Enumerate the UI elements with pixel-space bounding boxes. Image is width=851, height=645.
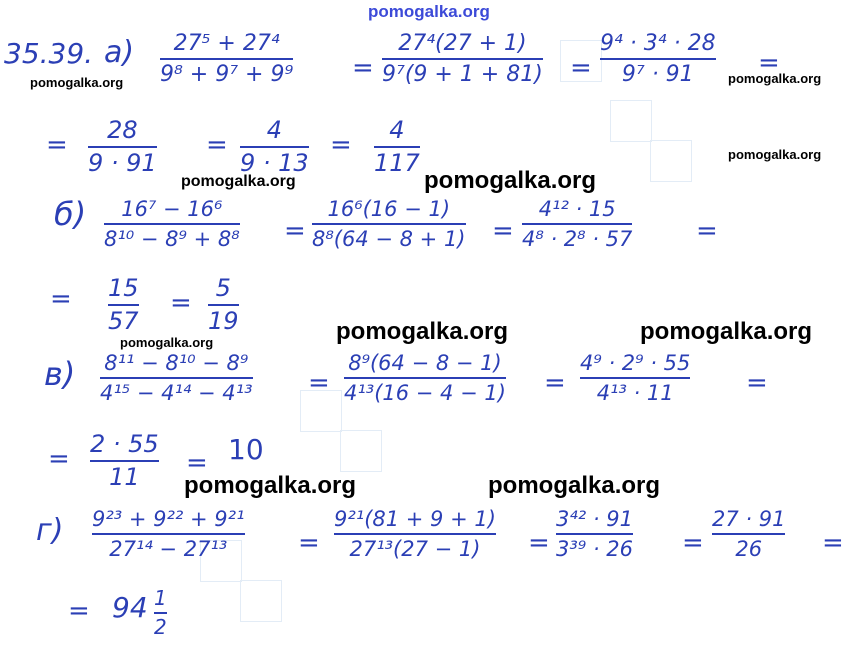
fraction-bar [312, 223, 466, 225]
part-a-fraction-6 [374, 118, 420, 176]
numerator: 1 [154, 586, 167, 610]
denominator: 8⁸(64 − 8 + 1) [312, 227, 466, 252]
part-g-label: г) [36, 513, 64, 548]
watermark: pomogalka.org [30, 75, 124, 90]
fraction-bar [92, 533, 245, 535]
denominator: 11 [109, 463, 140, 492]
numerator: 3⁴² · 91 [556, 507, 633, 531]
denominator: 57 [108, 307, 139, 336]
denominator: 9 · 91 [88, 149, 157, 178]
grid-cell [610, 100, 652, 142]
numerator: 16⁶(16 − 1) [327, 197, 451, 221]
part-v-label: в) [44, 355, 76, 393]
numerator: 8¹¹ − 8¹⁰ − 8⁹ [104, 351, 249, 375]
fraction-bar [580, 377, 690, 379]
fraction-bar [712, 533, 785, 535]
part-a-fraction-2 [382, 32, 543, 86]
equals-sign: = [528, 528, 550, 558]
equals-sign: = [822, 528, 844, 558]
grid-cell [650, 140, 692, 182]
part-b-fraction-2 [312, 198, 466, 250]
equals-sign: = [492, 216, 514, 246]
watermark: pomogalka.org [640, 318, 813, 345]
equals-sign: = [330, 130, 352, 160]
part-b-fraction-1 [104, 198, 240, 250]
equals-sign: = [544, 368, 566, 398]
watermark: pomogalka.org [336, 318, 509, 345]
part-a-fraction-3 [600, 32, 716, 86]
fraction-bar [240, 146, 309, 148]
watermark: pomogalka.org [728, 71, 822, 86]
part-a-fraction-1 [160, 32, 293, 86]
part-a-fraction-4 [88, 118, 157, 176]
watermark: pomogalka.org [488, 472, 661, 499]
equals-sign: = [298, 528, 320, 558]
part-b-fraction-4 [108, 276, 139, 334]
part-v-fraction-3 [580, 352, 690, 404]
part-b-fraction-5 [208, 276, 239, 334]
part-v-result: 10 [228, 433, 264, 466]
denominator: 9⁷ · 91 [621, 62, 694, 88]
grid-cell [240, 580, 282, 622]
fraction-bar [344, 377, 506, 379]
part-b-fraction-3 [522, 198, 632, 250]
denominator: 27¹⁴ − 27¹³ [109, 537, 228, 562]
denominator: 19 [208, 307, 239, 336]
denominator: 26 [735, 537, 763, 562]
denominator: 3³⁹ · 26 [556, 537, 633, 562]
denominator: 4¹⁵ − 4¹⁴ − 4¹³ [100, 381, 253, 406]
fraction-bar [160, 58, 293, 60]
denominator: 8¹⁰ − 8⁹ + 8⁸ [104, 227, 240, 252]
part-g-fraction-2 [334, 508, 496, 560]
numerator: 16⁷ − 16⁶ [121, 197, 223, 221]
fraction-bar [522, 223, 632, 225]
equals-sign: = [284, 216, 306, 246]
fraction-bar [334, 533, 496, 535]
numerator: 4 [389, 116, 405, 144]
fraction-bar [100, 377, 253, 379]
part-g-result-whole: 94 [112, 591, 148, 624]
numerator: 4¹² · 15 [538, 197, 616, 221]
equals-sign: = [308, 368, 330, 398]
fraction-bar [208, 304, 239, 306]
numerator: 27⁵ + 27⁴ [173, 31, 280, 56]
watermark: pomogalka.org [184, 472, 357, 499]
part-v-fraction-4 [90, 432, 159, 490]
fraction-bar [108, 304, 139, 306]
denominator: 9 · 13 [240, 149, 309, 178]
numerator: 9⁴ · 3⁴ · 28 [600, 31, 716, 56]
numerator: 28 [107, 116, 138, 144]
equals-sign: = [46, 130, 68, 160]
watermark: pomogalka.org [181, 173, 296, 190]
equals-sign: = [186, 448, 208, 478]
denominator: 117 [374, 149, 420, 178]
fraction-bar [556, 533, 633, 535]
watermark: pomogalka.org [728, 147, 822, 162]
header-watermark: pomogalka.org [368, 2, 490, 21]
numerator: 27⁴(27 + 1) [398, 31, 527, 56]
numerator: 2 · 55 [90, 430, 159, 458]
equals-sign: = [50, 284, 72, 314]
denominator: 4¹³ · 11 [596, 381, 674, 406]
part-a-label: а) [104, 35, 135, 70]
numerator: 4 [266, 116, 282, 144]
fraction-bar [88, 146, 157, 148]
numerator: 15 [108, 274, 139, 302]
fraction-bar [104, 223, 240, 225]
denominator: 9⁷(9 + 1 + 81) [382, 62, 543, 88]
numerator: 27 · 91 [712, 507, 786, 531]
equals-sign: = [170, 288, 192, 318]
denominator: 2 [154, 615, 167, 639]
equals-sign: = [746, 368, 768, 398]
fraction-bar [600, 58, 716, 60]
part-g-fraction-4 [712, 508, 785, 560]
watermark: pomogalka.org [424, 167, 597, 194]
part-g-fraction-1 [92, 508, 245, 560]
fraction-bar [154, 612, 167, 614]
part-a-fraction-5 [240, 118, 309, 176]
equals-sign: = [758, 48, 780, 78]
fraction-bar [382, 58, 543, 60]
numerator: 4⁹ · 2⁹ · 55 [580, 351, 691, 375]
equals-sign: = [68, 596, 90, 626]
equals-sign: = [352, 53, 374, 83]
denominator: 4⁸ · 2⁸ · 57 [522, 227, 633, 252]
problem-number: 35.39. [4, 37, 94, 70]
numerator: 9²³ + 9²² + 9²¹ [92, 507, 245, 531]
equals-sign: = [570, 53, 592, 83]
fraction-bar [90, 460, 159, 462]
equals-sign: = [696, 216, 718, 246]
watermark: pomogalka.org [120, 335, 214, 350]
part-b-label: б) [54, 195, 87, 233]
denominator: 27¹³(27 − 1) [349, 537, 481, 562]
part-v-fraction-1 [100, 352, 253, 404]
grid-cell [340, 430, 382, 472]
part-g-result-fraction [154, 588, 167, 638]
equals-sign: = [682, 528, 704, 558]
numerator: 9²¹(81 + 9 + 1) [334, 507, 496, 531]
equals-sign: = [206, 130, 228, 160]
part-g-fraction-3 [556, 508, 633, 560]
fraction-bar [374, 146, 420, 148]
denominator: 9⁸ + 9⁷ + 9⁹ [160, 62, 294, 88]
numerator: 5 [215, 274, 231, 302]
numerator: 8⁹(64 − 8 − 1) [348, 351, 502, 375]
denominator: 4¹³(16 − 4 − 1) [344, 381, 506, 406]
equals-sign: = [48, 444, 70, 474]
part-v-fraction-2 [344, 352, 506, 404]
